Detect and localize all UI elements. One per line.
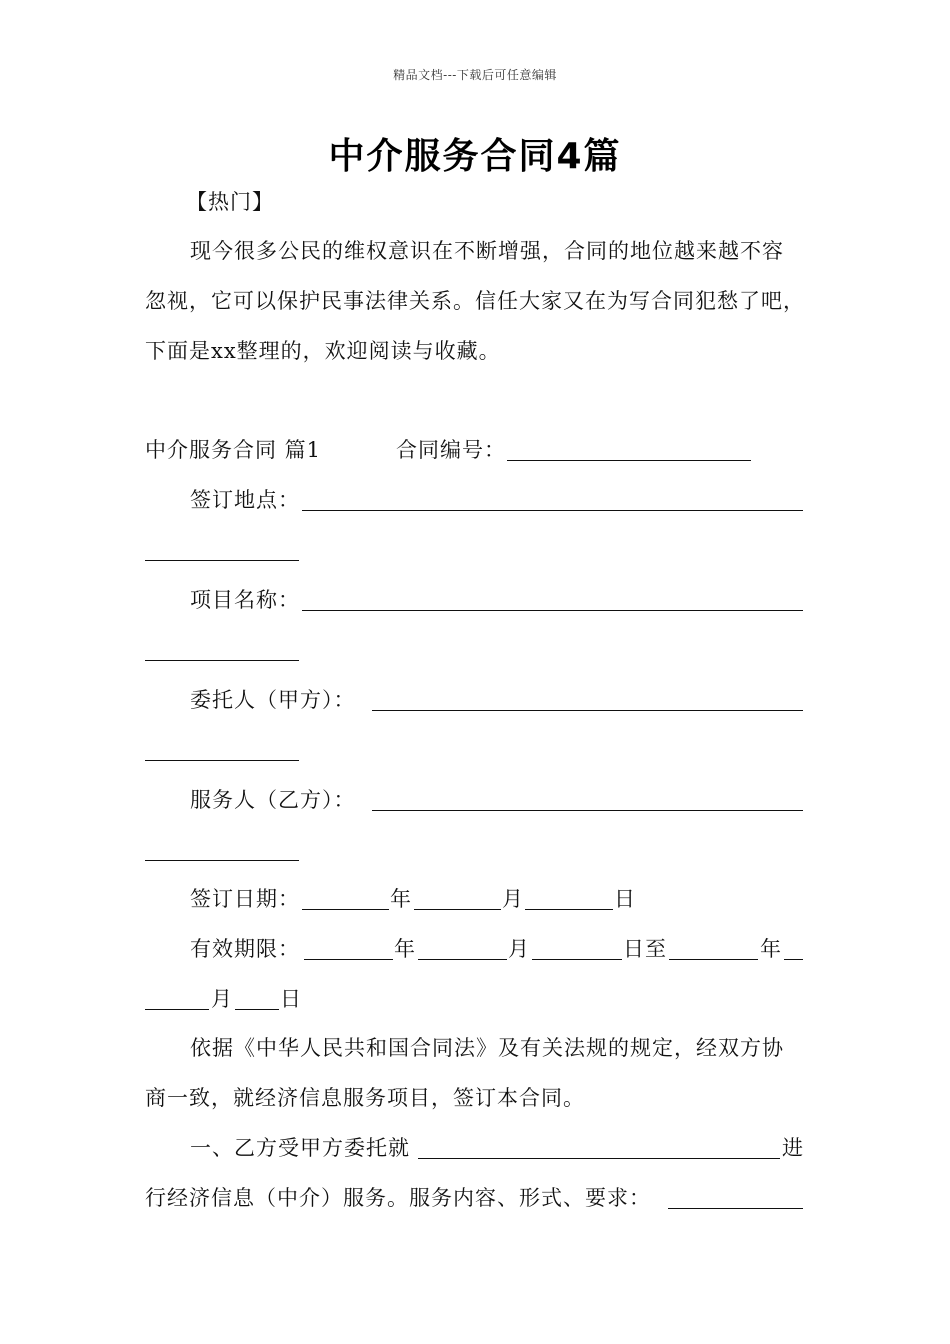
contract-number-blank <box>507 438 751 461</box>
valid-month-blank <box>418 937 507 960</box>
sign-date-day-blank <box>525 887 613 910</box>
intro-line-3: 下面是xx整理的，欢迎阅读与收藏。 <box>145 339 501 363</box>
sign-place-blank <box>302 488 803 511</box>
provider-blank <box>372 788 803 811</box>
valid-end-month-blank-a <box>784 937 803 960</box>
provider-blank-cont <box>145 838 299 861</box>
valid-end-year: 年 <box>760 937 782 961</box>
clause-1-blank <box>418 1136 780 1159</box>
sign-date-month-blank <box>414 887 501 910</box>
valid-end-year-blank <box>669 937 758 960</box>
valid-period-label: 有效期限： <box>190 937 300 961</box>
project-name-blank <box>302 588 803 611</box>
clause-1-end: 进 <box>782 1136 804 1160</box>
basis-line-2: 商一致，就经济信息服务项目，签订本合同。 <box>145 1086 585 1110</box>
valid-month: 月 <box>508 937 530 961</box>
contract-number-label: 合同编号： <box>396 438 506 462</box>
valid-end-month: 月 <box>211 987 233 1011</box>
clause-1-line-2: 行经济信息（中介）服务。服务内容、形式、要求： <box>145 1186 651 1210</box>
valid-year: 年 <box>394 937 416 961</box>
sign-date-day: 日 <box>614 887 636 911</box>
sign-date-year: 年 <box>390 887 412 911</box>
sign-date-year-blank <box>302 887 389 910</box>
sign-place-label: 签订地点： <box>190 488 300 512</box>
sign-date-month: 月 <box>502 887 524 911</box>
document-title: 中介服务合同4篇 <box>328 136 622 177</box>
sign-date-label: 签订日期： <box>190 887 300 911</box>
valid-day-to: 日至 <box>623 937 667 961</box>
valid-end-month-blank-b <box>145 987 209 1010</box>
project-name-label: 项目名称： <box>190 588 300 612</box>
valid-year-blank <box>304 937 393 960</box>
provider-label: 服务人（乙方）： <box>190 788 356 812</box>
sign-place-blank-cont <box>145 538 299 561</box>
clause-1-start: 一、乙方受甲方委托就 <box>190 1136 410 1160</box>
valid-day-blank <box>532 937 622 960</box>
client-blank <box>372 688 803 711</box>
header-note: 精品文档---下载后可任意编辑 <box>393 68 557 82</box>
intro-line-1: 现今很多公民的维权意识在不断增强，合同的地位越来越不容 <box>190 239 784 263</box>
contract-heading: 中介服务合同 篇1 <box>145 438 322 462</box>
clause-1-requirements-blank <box>668 1186 803 1209</box>
project-name-blank-cont <box>145 638 299 661</box>
basis-line-1: 依据《中华人民共和国合同法》及有关法规的规定，经双方协 <box>190 1036 784 1060</box>
valid-end-day-blank <box>235 987 279 1010</box>
client-label: 委托人（甲方）： <box>190 688 356 712</box>
intro-line-2: 忽视，它可以保护民事法律关系。信任大家又在为写合同犯愁了吧， <box>145 289 805 313</box>
valid-end-day: 日 <box>280 987 302 1011</box>
hot-tag: 【热门】 <box>186 190 274 214</box>
client-blank-cont <box>145 738 299 761</box>
